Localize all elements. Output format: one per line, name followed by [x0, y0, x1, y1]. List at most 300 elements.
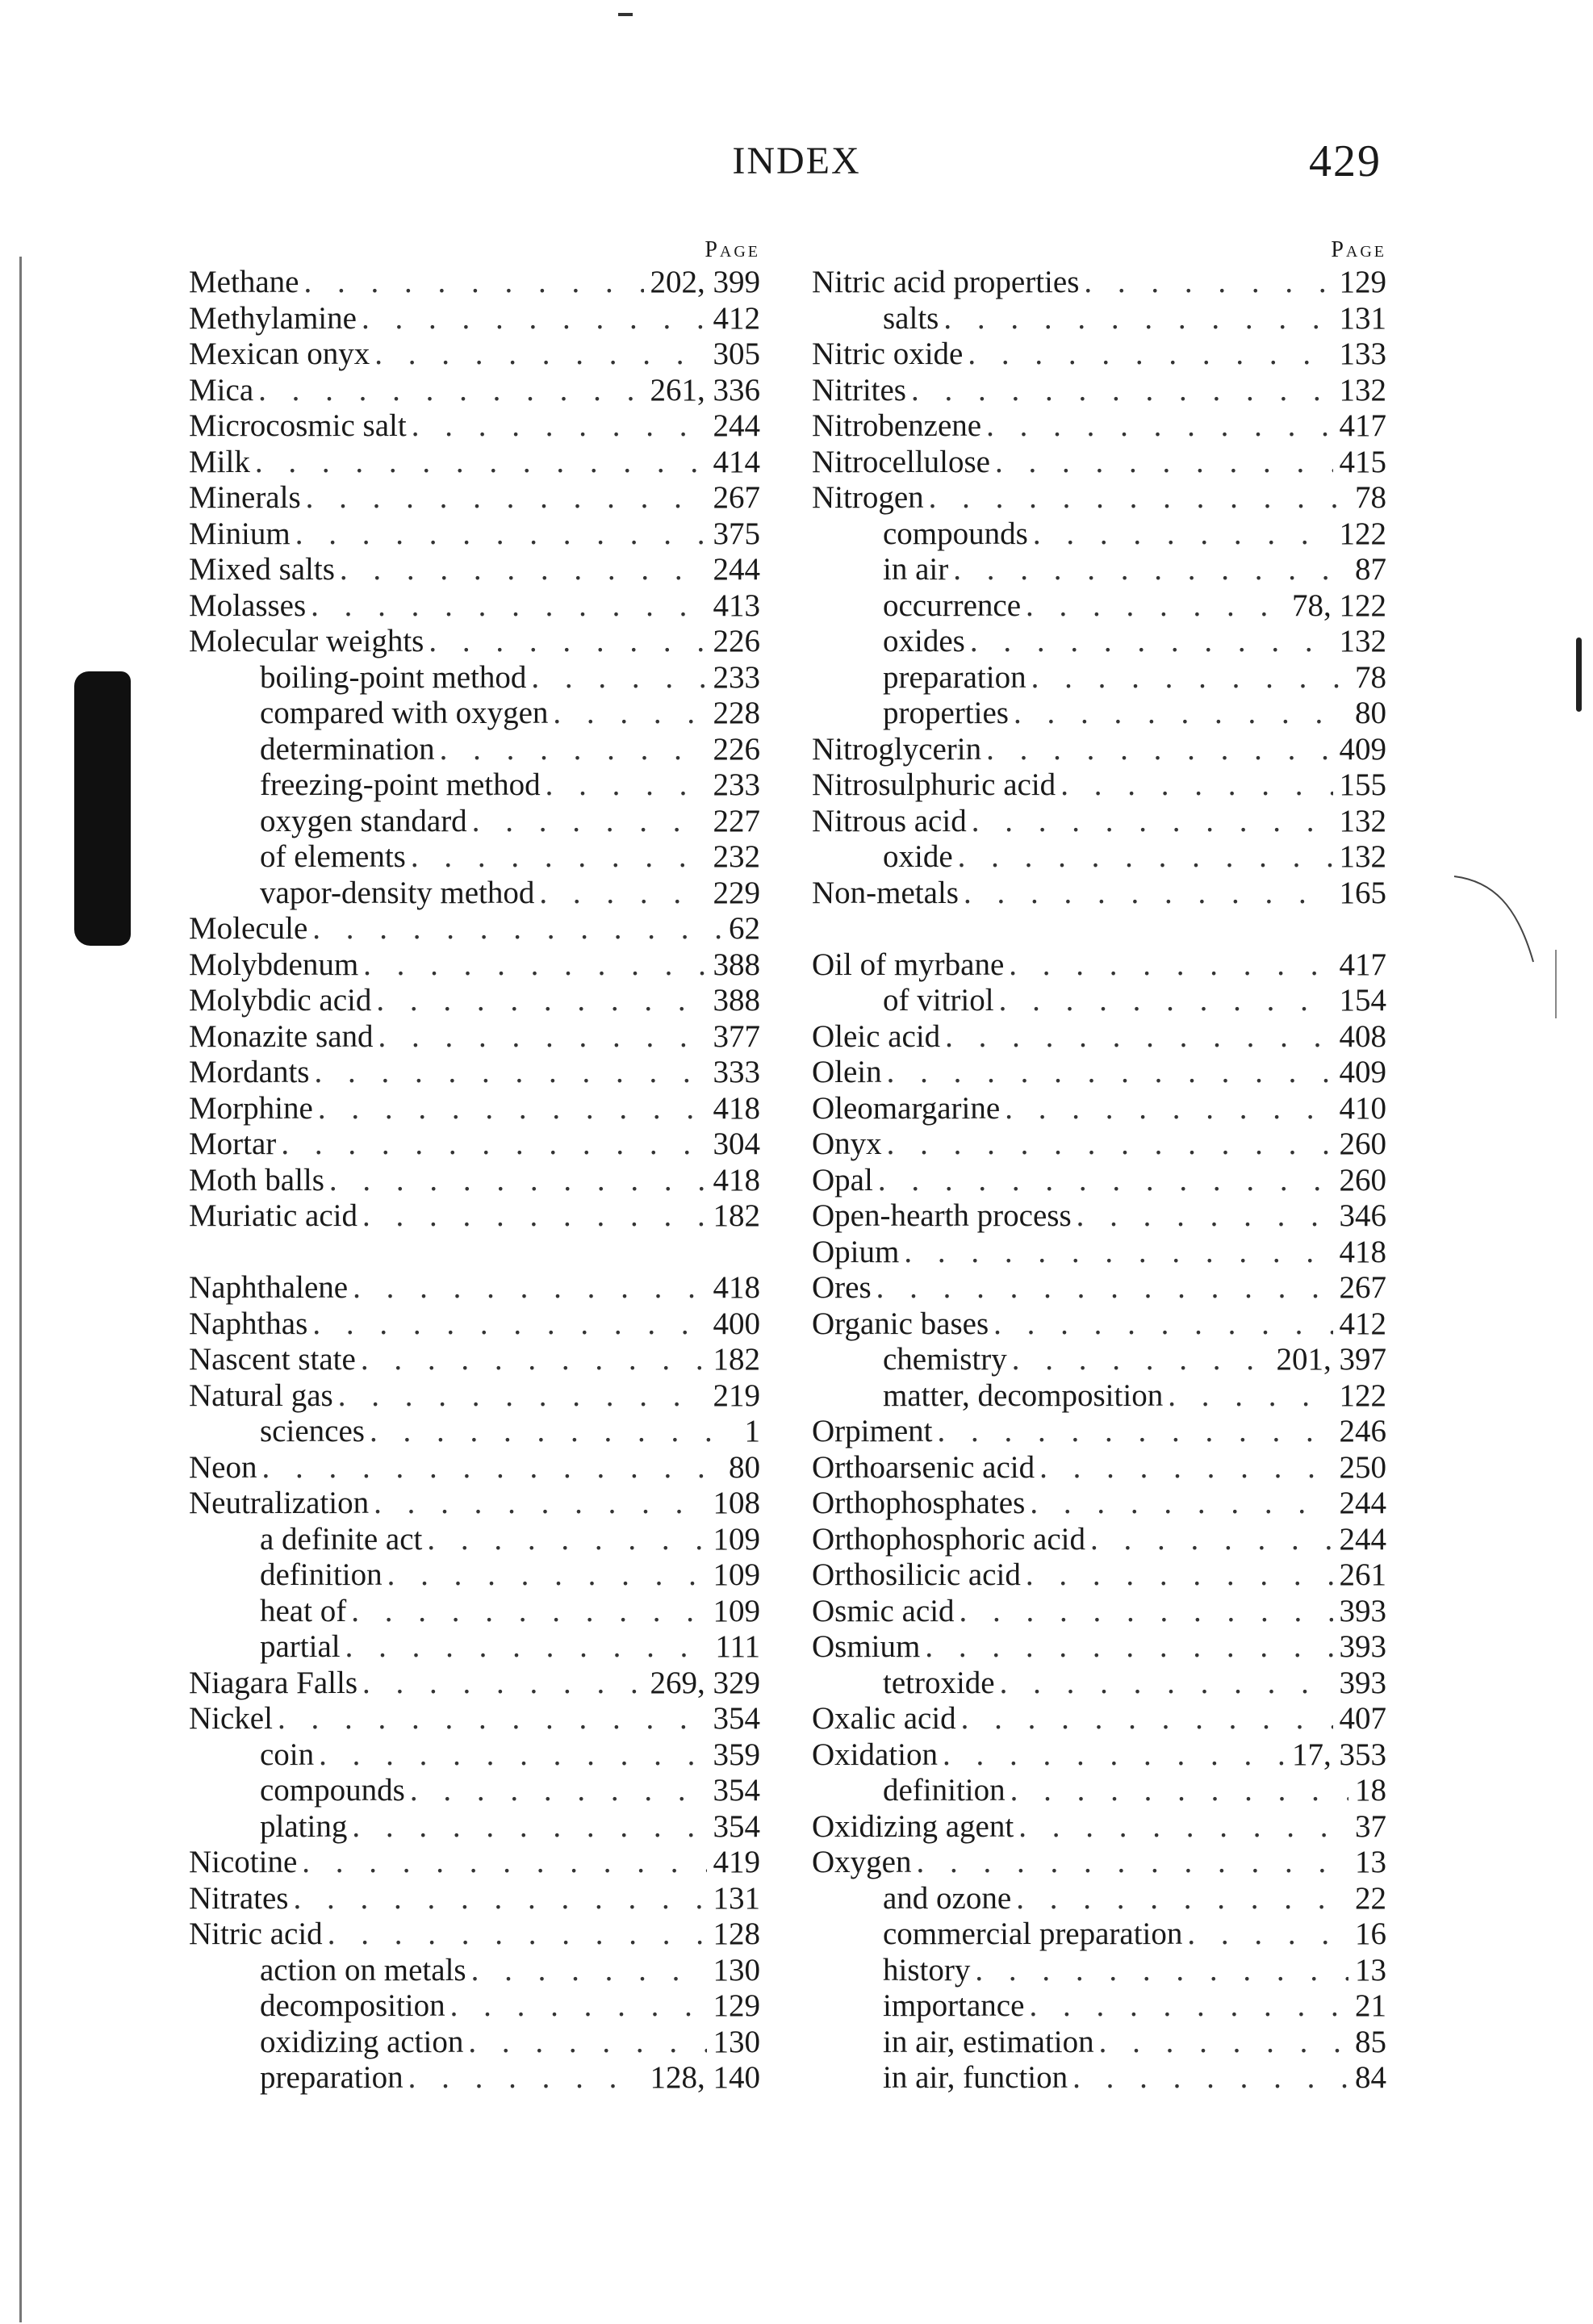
entry-term: Minerals: [189, 480, 301, 515]
entry-spacer: [812, 911, 1386, 947]
entry-page-numbers: 37: [1355, 1808, 1386, 1844]
entry-page-numbers: 305: [713, 336, 760, 371]
entry-term: Molasses: [189, 587, 307, 623]
index-entry: [812, 1450, 1386, 1486]
dot-leader: [365, 1414, 738, 1450]
entry-page-numbers: 354: [713, 1701, 760, 1736]
dot-leader: [424, 624, 706, 660]
entry-page-numbers: 409: [1339, 731, 1386, 767]
dot-leader: [301, 480, 707, 516]
index-entry: [189, 588, 760, 625]
dot-leader: [1024, 1988, 1348, 2025]
dot-leader: [422, 1522, 706, 1558]
entry-term: Olein: [812, 1055, 882, 1089]
dot-leader: [956, 1701, 1333, 1737]
entry-term: Orthophosphoric acid: [812, 1521, 1086, 1557]
entry-term: Ores: [812, 1270, 872, 1305]
dot-leader: [273, 1701, 707, 1737]
dot-leader: [872, 1270, 1333, 1306]
entry-page-numbers: 250: [1339, 1449, 1386, 1485]
index-entry: [812, 947, 1386, 984]
entry-term: Nitroglycerin: [812, 731, 982, 767]
index-subentry: [189, 839, 760, 876]
entry-page-numbers: 122: [1339, 1377, 1386, 1413]
dot-leader: [324, 1163, 707, 1199]
dot-leader: [967, 804, 1333, 840]
dot-leader: [307, 911, 722, 947]
index-entry: [812, 1126, 1386, 1163]
entry-page-numbers: 267: [713, 480, 760, 515]
entry-term: Orpiment: [812, 1414, 933, 1448]
page-column-head: Page: [705, 237, 760, 262]
entry-page-numbers: 354: [713, 1773, 760, 1808]
index-subentry: [189, 1629, 760, 1666]
page-number: 429: [1309, 136, 1382, 186]
dot-leader: [882, 1055, 1333, 1091]
dot-leader: [970, 1953, 1348, 1989]
entry-spacer: [189, 1235, 760, 1271]
index-subentry: [812, 301, 1386, 337]
entry-term: oxygen standard: [260, 803, 467, 838]
entry-page-numbers: 226: [713, 624, 760, 658]
entry-term: and ozone: [883, 1880, 1012, 1916]
entry-page-numbers: 246: [1339, 1414, 1386, 1448]
entry-page-numbers: 407: [1339, 1701, 1386, 1736]
entry-term: Mordants: [189, 1055, 310, 1089]
entry-page-numbers: 16: [1355, 1916, 1386, 1951]
dot-leader: [899, 1235, 1332, 1271]
entry-page-numbers: 418: [1339, 1234, 1386, 1269]
index-entry: [812, 373, 1386, 409]
dot-leader: [307, 1306, 706, 1343]
entry-term: Naphthalene: [189, 1270, 349, 1305]
entry-term: Nitrates: [189, 1880, 289, 1916]
entry-page-numbers: 244: [713, 552, 760, 587]
dot-leader: [435, 732, 707, 768]
entry-term: definition: [883, 1773, 1006, 1808]
entry-term: properties: [883, 696, 1009, 730]
entry-page-numbers: 13: [1355, 1845, 1386, 1879]
entry-term: Osmic acid: [812, 1593, 955, 1628]
index-entry: [189, 1486, 760, 1522]
entry-page-numbers: 129: [1339, 265, 1386, 299]
entry-term: Nitrocellulose: [812, 444, 990, 479]
dot-leader: [313, 1091, 707, 1127]
entry-term: history: [883, 1952, 971, 1988]
entry-term: Milk: [189, 444, 250, 479]
entry-term: Orthophosphates: [812, 1486, 1026, 1520]
entry-term: Nicotine: [189, 1845, 298, 1879]
dot-leader: [1094, 2025, 1348, 2061]
dot-leader: [288, 1881, 706, 1917]
index-column-right: [812, 236, 1386, 2096]
dot-leader: [1085, 1522, 1332, 1558]
entry-term: Molecule: [189, 911, 308, 946]
index-subentry: [812, 2060, 1386, 2096]
entry-term: decomposition: [260, 1988, 445, 2023]
entry-page-numbers: 78: [1355, 480, 1386, 515]
scan-mark-top: [618, 13, 633, 16]
entry-page-numbers: 13: [1355, 1952, 1386, 1988]
page-title: INDEX: [732, 140, 861, 182]
index-entry: [189, 983, 760, 1019]
entry-page-numbers: 80: [729, 1449, 760, 1485]
index-subentry: [189, 1737, 760, 1774]
index-entry: [189, 516, 760, 553]
entry-page-numbers: 333: [713, 1055, 760, 1089]
index-entry: [189, 1270, 760, 1306]
entry-page-numbers: 229: [713, 875, 760, 910]
dot-leader: [257, 1450, 722, 1486]
index-subentry: [812, 1666, 1386, 1702]
entry-term: tetroxide: [883, 1665, 995, 1700]
entry-page-numbers: 413: [713, 587, 760, 623]
dot-leader: [995, 1666, 1333, 1702]
index-entry: [812, 767, 1386, 804]
dot-leader: [407, 408, 707, 445]
index-entry: [189, 1450, 760, 1486]
entry-page-numbers: 111: [715, 1629, 760, 1664]
entry-page-numbers: 359: [713, 1737, 760, 1772]
entry-term: preparation: [883, 659, 1026, 695]
index-entry: [812, 804, 1386, 840]
entry-page-numbers: 267: [1339, 1270, 1386, 1305]
dot-leader: [534, 876, 706, 912]
entry-term: Oxalic acid: [812, 1701, 956, 1736]
entry-term: Mica: [189, 372, 254, 408]
dot-leader: [1035, 1450, 1332, 1486]
entry-page-numbers: 410: [1339, 1090, 1386, 1126]
entry-term: Muriatic acid: [189, 1198, 357, 1233]
entry-term: in air, function: [883, 2060, 1068, 2095]
index-entry: [812, 876, 1386, 912]
binding-edge-line: [19, 257, 22, 2322]
index-subentry: [812, 1378, 1386, 1415]
index-subentry: [812, 1881, 1386, 1917]
dot-leader: [1014, 1809, 1348, 1845]
dot-leader: [1000, 1091, 1332, 1127]
entry-page-numbers: 182: [713, 1342, 760, 1377]
entry-term: Neon: [189, 1449, 257, 1485]
index-subentry: [189, 1988, 760, 2025]
entry-term: Open-hearth process: [812, 1198, 1072, 1233]
dot-leader: [466, 1953, 707, 1989]
entry-page-numbers: 261, 336: [650, 372, 760, 408]
entry-page-numbers: 393: [1339, 1629, 1386, 1664]
entry-term: Oxidizing agent: [812, 1808, 1014, 1844]
scan-mark-right: [1576, 637, 1582, 712]
entry-page-numbers: 233: [713, 767, 760, 802]
dot-leader: [940, 1019, 1332, 1055]
entry-page-numbers: 414: [713, 444, 760, 479]
dot-leader: [467, 804, 707, 840]
dot-leader: [948, 552, 1348, 588]
entry-term: Molecular weights: [189, 624, 424, 658]
entry-term: Natural gas: [189, 1377, 333, 1413]
entry-page-numbers: 131: [713, 1880, 760, 1916]
dot-leader: [346, 1594, 706, 1630]
index-entry: [189, 1378, 760, 1415]
dot-leader: [383, 1557, 707, 1594]
index-subentry: [189, 767, 760, 804]
entry-page-numbers: 418: [713, 1090, 760, 1126]
entry-term: of elements: [260, 839, 406, 874]
entry-page-numbers: 354: [713, 1808, 760, 1844]
entry-page-numbers: 232: [713, 839, 760, 874]
index-subentry: [812, 1773, 1386, 1809]
entry-term: Microcosmic salt: [189, 408, 407, 443]
entry-page-numbers: 154: [1339, 983, 1386, 1018]
index-subentry: [189, 876, 760, 912]
entry-term: a definite act: [260, 1521, 423, 1557]
index-entry: [189, 301, 760, 337]
entry-term: Oxygen: [812, 1845, 912, 1879]
index-subentry: [189, 1522, 760, 1558]
entry-page-numbers: 109: [713, 1557, 760, 1592]
dot-leader: [1028, 516, 1333, 553]
index-subentry: [812, 839, 1386, 876]
dot-leader: [297, 1845, 706, 1881]
entry-page-numbers: 87: [1355, 552, 1386, 587]
entry-term: occurrence: [883, 587, 1022, 623]
dot-leader: [1068, 2060, 1348, 2096]
index-entry: [812, 1091, 1386, 1127]
index-entry: [812, 1414, 1386, 1450]
dot-leader: [333, 1378, 707, 1415]
dot-leader: [371, 983, 706, 1019]
dot-leader: [358, 947, 706, 984]
entry-page-numbers: 388: [713, 947, 760, 982]
entry-page-numbers: 18: [1355, 1773, 1386, 1808]
index-entry: [189, 1163, 760, 1199]
index-subentry: [812, 1916, 1386, 1953]
dot-leader: [1007, 1342, 1270, 1378]
index-subentry: [812, 1342, 1386, 1378]
index-subentry: [812, 1953, 1386, 1989]
entry-term: Nitric acid properties: [812, 265, 1080, 299]
entry-term: commercial preparation: [883, 1916, 1183, 1951]
dot-leader: [1026, 660, 1348, 696]
index-entry: [812, 265, 1386, 301]
index-entry: [812, 1809, 1386, 1845]
entry-term: Oleomargarine: [812, 1090, 1001, 1126]
dot-leader: [250, 445, 707, 481]
dot-leader: [357, 1666, 643, 1702]
index-subentry: [812, 516, 1386, 553]
entry-term: Niagara Falls: [189, 1665, 358, 1700]
entry-term: Methylamine: [189, 300, 357, 336]
dot-leader: [541, 767, 707, 804]
entry-term: sciences: [260, 1414, 365, 1448]
dot-leader: [1009, 696, 1348, 732]
dot-leader: [356, 1342, 707, 1378]
entry-term: Molybdenum: [189, 947, 359, 982]
entry-term: Onyx: [812, 1126, 882, 1161]
index-entry: [189, 373, 760, 409]
index-entry: [189, 1845, 760, 1881]
entry-term: Methane: [189, 265, 299, 299]
entry-term: coin: [260, 1737, 315, 1772]
entry-page-numbers: 62: [729, 911, 760, 946]
entry-page-numbers: 412: [713, 300, 760, 336]
entry-term: chemistry: [883, 1342, 1007, 1377]
entry-page-numbers: 202, 399: [650, 265, 760, 299]
index-entries: [812, 265, 1386, 2096]
entry-page-numbers: 219: [713, 1377, 760, 1413]
entry-page-numbers: 415: [1339, 444, 1386, 479]
entry-term: Moth balls: [189, 1162, 324, 1198]
dot-leader: [953, 839, 1333, 876]
entry-term: plating: [260, 1808, 348, 1844]
dot-leader: [1079, 265, 1332, 301]
entry-page-numbers: 84: [1355, 2060, 1386, 2095]
dot-leader: [959, 876, 1333, 912]
entry-term: Orthosilicic acid: [812, 1557, 1021, 1592]
index-subentry: [189, 2025, 760, 2061]
entry-term: Orthoarsenic acid: [812, 1449, 1035, 1485]
dot-leader: [276, 1126, 706, 1163]
index-subentry: [189, 732, 760, 768]
dot-leader: [306, 588, 706, 625]
entry-page-numbers: 388: [713, 983, 760, 1018]
entry-term: Molybdic acid: [189, 983, 372, 1018]
dot-leader: [406, 839, 707, 876]
entry-page-numbers: 261: [1339, 1557, 1386, 1592]
index-entry: [812, 445, 1386, 481]
entry-term: salts: [883, 300, 939, 336]
entry-page-numbers: 109: [713, 1593, 760, 1628]
entry-page-numbers: 22: [1355, 1880, 1386, 1916]
index-subentry: [812, 588, 1386, 625]
dot-leader: [939, 301, 1332, 337]
index-entry: [189, 1666, 760, 1702]
entry-term: Nickel: [189, 1701, 273, 1736]
page-column-head: Page: [1331, 237, 1386, 262]
entry-page-numbers: 132: [1339, 624, 1386, 658]
index-entry: [189, 911, 760, 947]
entry-term: Opal: [812, 1162, 873, 1198]
index-entry: [189, 1306, 760, 1343]
dot-leader: [445, 1988, 707, 2025]
entry-term: in air: [883, 552, 949, 587]
dot-leader: [374, 1019, 707, 1055]
dot-leader: [1004, 947, 1332, 984]
index-entry: [812, 1198, 1386, 1235]
index-entry: [812, 1737, 1386, 1774]
entry-term: vapor-density method: [260, 875, 535, 910]
entry-page-numbers: 132: [1339, 839, 1386, 874]
index-entry: [189, 1342, 760, 1378]
dot-leader: [369, 1486, 706, 1522]
entry-term: Minium: [189, 516, 291, 551]
entry-page-numbers: 228: [713, 696, 760, 730]
entry-page-numbers: 226: [713, 731, 760, 767]
index-column-left: [189, 236, 760, 2096]
entry-term: partial: [260, 1629, 341, 1664]
entry-term: Nitrites: [812, 372, 906, 408]
dot-leader: [1021, 588, 1286, 625]
entry-term: preparation: [260, 2060, 403, 2095]
dot-leader: [253, 373, 643, 409]
dot-leader: [310, 1055, 707, 1091]
entry-term: in air, estimation: [883, 2024, 1094, 2059]
dot-leader: [932, 1414, 1332, 1450]
entry-page-numbers: 346: [1339, 1198, 1386, 1233]
entry-term: Non-metals: [812, 875, 959, 910]
entry-term: Nitrous acid: [812, 803, 967, 838]
entry-page-numbers: 244: [1339, 1521, 1386, 1557]
index-entry: [812, 1701, 1386, 1737]
dot-leader: [526, 660, 706, 696]
entry-term: Oxidation: [812, 1737, 938, 1772]
entry-page-numbers: 419: [713, 1845, 760, 1879]
ink-smudge: [74, 671, 131, 946]
index-entry: [189, 1881, 760, 1917]
entry-page-numbers: 227: [713, 803, 760, 838]
entry-term: oxidizing action: [260, 2024, 464, 2059]
dot-leader: [1011, 1881, 1348, 1917]
index-entry: [189, 445, 760, 481]
scan-arc-mark: [1453, 873, 1566, 1035]
index-entry: [812, 1163, 1386, 1199]
entry-page-numbers: 132: [1339, 372, 1386, 408]
index-subentry: [812, 660, 1386, 696]
index-subentry: [189, 660, 760, 696]
entry-page-numbers: 132: [1339, 803, 1386, 838]
entry-term: Nitrobenzene: [812, 408, 982, 443]
index-subentry: [812, 1988, 1386, 2025]
index-subentry: [189, 2060, 760, 2096]
index-entry: [812, 480, 1386, 516]
entry-page-numbers: 131: [1339, 300, 1386, 336]
entry-page-numbers: 400: [713, 1306, 760, 1341]
index-entry: [189, 1701, 760, 1737]
index-entry: [189, 265, 760, 301]
index-subentry: [812, 624, 1386, 660]
entry-term: Nascent state: [189, 1342, 356, 1377]
entry-page-numbers: 393: [1339, 1593, 1386, 1628]
index-subentry: [189, 1773, 760, 1809]
dot-leader: [1072, 1198, 1333, 1235]
entry-page-numbers: 109: [713, 1521, 760, 1557]
dot-leader: [965, 624, 1333, 660]
index-entry: [812, 1557, 1386, 1594]
index-entry: [812, 1306, 1386, 1343]
entry-term: Opium: [812, 1234, 900, 1269]
entry-page-numbers: 130: [713, 1952, 760, 1988]
entry-page-numbers: 17, 353: [1292, 1737, 1386, 1772]
entry-page-numbers: 377: [713, 1018, 760, 1054]
dot-leader: [403, 2060, 644, 2096]
index-entry: [812, 1522, 1386, 1558]
entry-page-numbers: 201, 397: [1276, 1342, 1386, 1377]
dot-leader: [981, 408, 1332, 445]
index-entry: [812, 1629, 1386, 1666]
entry-page-numbers: 21: [1355, 1988, 1386, 2023]
index-entry: [812, 1055, 1386, 1091]
dot-leader: [911, 1845, 1348, 1881]
dot-leader: [323, 1916, 707, 1953]
index-entry: [189, 1091, 760, 1127]
dot-leader: [906, 373, 1333, 409]
index-subentry: [812, 2025, 1386, 2061]
index-entry: [189, 336, 760, 373]
index-entry: [189, 1055, 760, 1091]
dot-leader: [990, 445, 1333, 481]
entry-page-numbers: 418: [713, 1270, 760, 1305]
entry-page-numbers: 260: [1339, 1126, 1386, 1161]
entry-term: oxide: [883, 839, 953, 874]
